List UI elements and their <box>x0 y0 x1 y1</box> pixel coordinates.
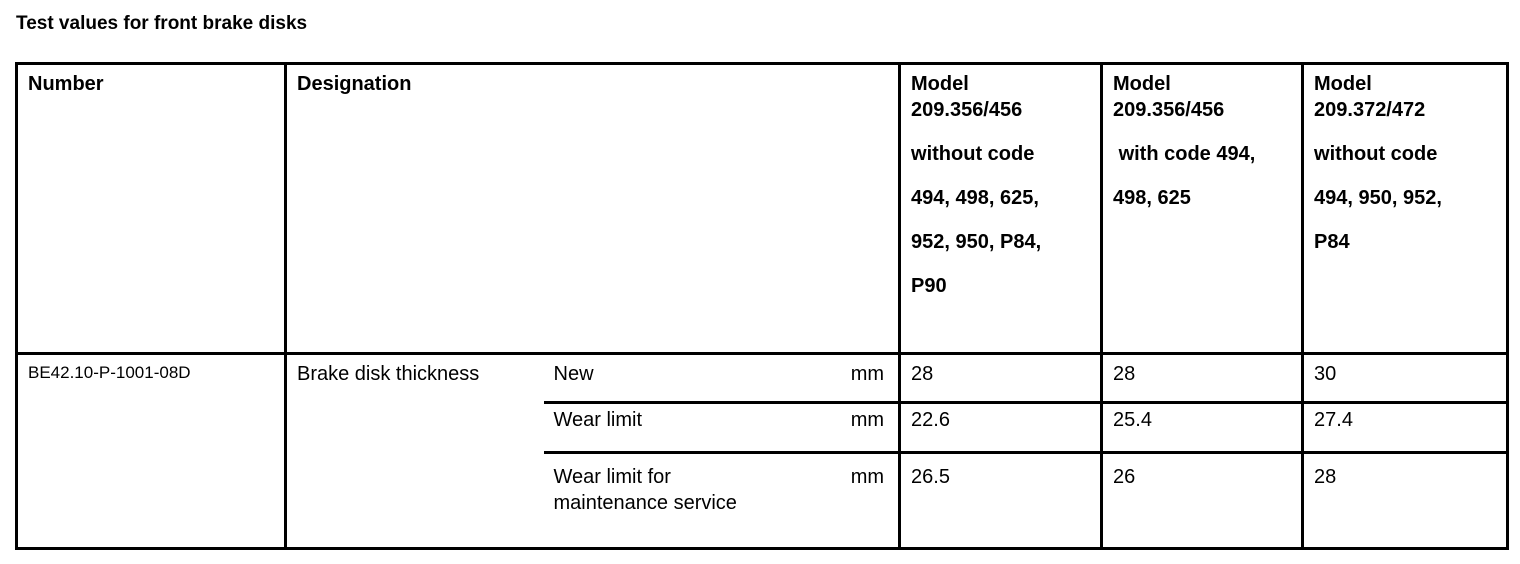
header-model-1 <box>900 64 1102 354</box>
header-designation: Designation <box>286 64 900 354</box>
brake-disk-test-values-table <box>15 62 1509 550</box>
table-row <box>17 354 1508 403</box>
model-2-code-line: 498, 625 <box>1113 187 1191 209</box>
header-model-2 <box>1102 64 1303 354</box>
model-3-code-line: 494, 950, 952, <box>1314 187 1442 209</box>
value-cell: 26.5 <box>900 453 1102 549</box>
value-cell: 25.4 <box>1102 403 1303 453</box>
subrow-unit: mm <box>830 403 900 453</box>
model-1-number: 209.356/456 <box>911 99 1023 121</box>
model-2-code-line: with code 494, <box>1113 143 1256 165</box>
subrow-unit: mm <box>830 354 900 403</box>
header-number: Number <box>17 64 286 354</box>
table-header-row <box>17 64 1508 354</box>
value-cell: 30 <box>1303 354 1508 403</box>
model-1-code-line: without code <box>911 143 1035 165</box>
model-1-code-line: 494, 498, 625, <box>911 187 1039 209</box>
subrow-label: Wear limit for maintenance service <box>553 466 737 514</box>
value-cell: 28 <box>1314 466 1337 488</box>
subrow-label: Wear limit <box>544 403 830 453</box>
value-cell: 27.4 <box>1303 403 1508 453</box>
value-cell: 22.6 <box>900 403 1102 453</box>
row-number: BE42.10-P-1001-08D <box>17 354 286 549</box>
model-1-code-line: P90 <box>911 275 947 297</box>
value-cell: 28 <box>900 354 1102 403</box>
subrow-label: New <box>544 354 830 403</box>
value-cell: 28 <box>1102 354 1303 403</box>
subrow-unit: mm <box>830 453 900 549</box>
model-3-code-line: P84 <box>1314 231 1350 253</box>
model-3-label: Model <box>1314 73 1372 95</box>
model-3-number: 209.372/472 <box>1314 99 1426 121</box>
model-1-label: Model <box>911 73 969 95</box>
row-designation: Brake disk thickness <box>297 363 480 385</box>
model-2-label: Model <box>1113 73 1171 95</box>
header-model-3 <box>1303 64 1508 354</box>
value-cell: 26 <box>1102 453 1303 549</box>
model-3-code-line: without code <box>1314 143 1438 165</box>
model-1-code-line: 952, 950, P84, <box>911 231 1042 253</box>
page-title: Test values for front brake disks <box>16 13 308 34</box>
model-2-number: 209.356/456 <box>1113 99 1225 121</box>
